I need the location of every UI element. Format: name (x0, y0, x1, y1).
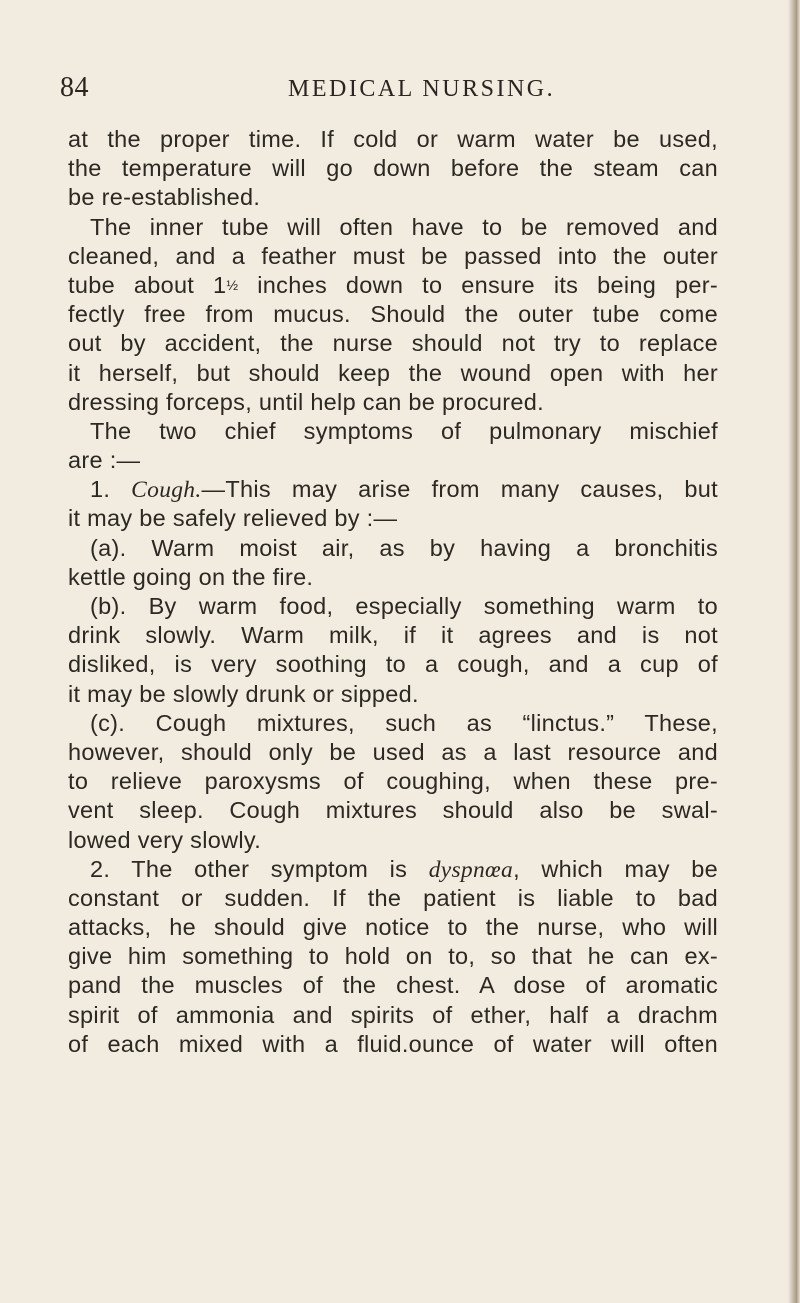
text-line: constant or sudden. If the patient is liable to bad (68, 884, 718, 911)
text-line: disliked, is very soothing to a cough, and a cup of (68, 651, 718, 678)
text-line: it may be slowly drunk or sipped. (68, 680, 419, 707)
text-line: at the proper time. If cold or warm water be used, (68, 126, 718, 152)
text-line: to relieve paroxysms of coughing, when these pre- (68, 768, 718, 795)
italic-term: Cough. (131, 477, 202, 504)
text-line: give him something to hold on to, so that he can ex- (68, 943, 718, 970)
text-line: are :— (68, 447, 141, 474)
text-line: tube about 1½ inches down to ensure its being per- (68, 271, 718, 298)
text-line: it herself, but should keep the wound open with her (68, 359, 718, 386)
page-number: 84 (60, 72, 89, 103)
page-edge-shadow (788, 0, 800, 1303)
text-line: the temperature will go down before the steam can (68, 155, 718, 182)
text-line: kettle going on the fire. (68, 563, 314, 590)
text-line: drink slowly. Warm milk, if it agrees and is not (68, 622, 718, 649)
text-line: out by accident, the nurse should not try to replace (68, 330, 718, 357)
text-line: spirit of ammonia and spirits of ether, half a drachm (68, 1001, 718, 1028)
text-line: The two chief symptoms of pulmonary mischief (90, 417, 718, 444)
text-line: cleaned, and a feather must be passed into the outer (68, 242, 718, 269)
fraction-glyph: ½ (226, 276, 239, 293)
text-line: (a). Warm moist air, as by having a bronchitis (90, 534, 718, 561)
text-line: pand the muscles of the chest. A dose of aromatic (68, 972, 718, 999)
text-line: lowed very slowly. (68, 826, 262, 853)
text-line: however, should only be used as a last resource and (68, 738, 718, 765)
running-head: MEDICAL NURSING. (288, 76, 556, 102)
text-line: dressing forceps, until help can be procured. (68, 388, 544, 415)
text-line: be re-established. (68, 184, 261, 211)
text-line: (c). Cough mixtures, such as “linctus.” These, (90, 709, 718, 736)
text-line: 1. Cough.—This may arise from many causes, but (90, 476, 718, 504)
body-text (68, 125, 718, 1059)
text-line: it may be safely relieved by :— (68, 505, 398, 532)
text-line: fectly free from mucus. Should the outer tube come (68, 301, 718, 328)
text-line: The inner tube will often have to be removed and (90, 213, 718, 240)
text-line: vent sleep. Cough mixtures should also be swal- (68, 797, 718, 824)
text-line: 2. The other symptom is dyspnœa, which may be (90, 855, 718, 883)
text-line: of each mixed with a fluid.ounce of water will often (68, 1030, 718, 1057)
text-line: attacks, he should give notice to the nurse, who will (68, 914, 718, 941)
italic-term: dyspnœa (428, 856, 514, 883)
text-line: (b). By warm food, especially something warm to (90, 593, 718, 619)
